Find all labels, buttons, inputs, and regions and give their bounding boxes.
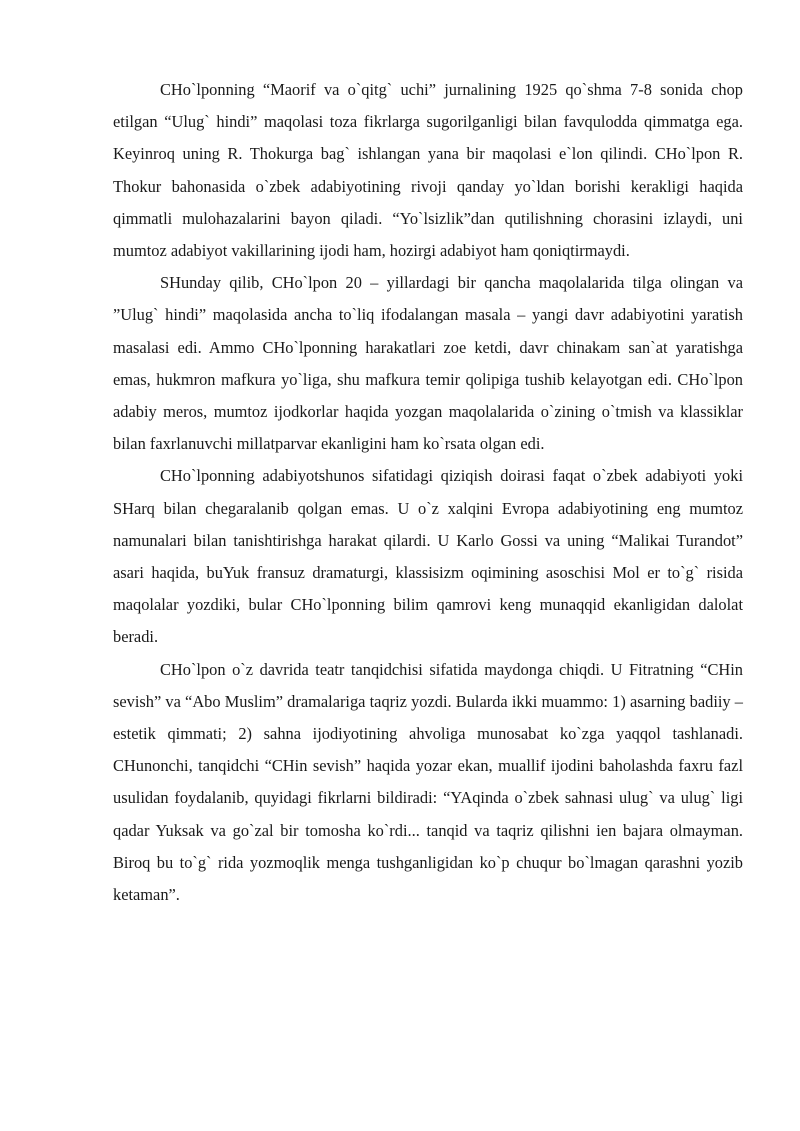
paragraph-3: CHo`lponning adabiyotshunos sifatidagi qiziqish doirasi faqat o`zbek adabiyoti yoki SHarq bilan chegaralanib qolgan emas. U o`z xalqini Evropa adabiyotining eng mumtoz namunalari bilan tanishtirishga harakat qilardi. U Karlo Gossi va uning “Malikai Turandot” asari haqida, buYuk fransuz dramaturgi, klassisizm oqimining asoschisi Mol er to`g` risida maqolalar yozdiki, bular CHo`lponning bilim qamrovi keng munaqqid ekanligidan dalolat beradi. (113, 466, 743, 647)
paragraph-1: CHo`lponning “Maorif va o`qitg` uchi” jurnalining 1925 qo`shma 7-8 sonida chop etilgan “Ulug` hindi” maqolasi toza fikrlarga sugorilganligi bilan favqulodda qimmatga ega. Keyinroq uning R. Thokurga bag` ishlangan yana bir maqolasi e`lon qilindi. CHo`lpon R. Thokur bahonasida o`zbek adabiyotining rivoji qanday yo`ldan borishi kerakligi haqida qimmatli mulohazalarini bayon qiladi. “Yo`lsizlik”dan qutilishning chorasini izlaydi, uni mumtoz adabiyot vakillarining ijodi ham, hozirgi adabiyot ham qoniqtirmaydi. (113, 80, 743, 261)
paragraph-4: CHo`lpon o`z davrida teatr tanqidchisi sifatida maydonga chiqdi. U Fitratning “CHin sevish” va “Abo Muslim” dramalariga taqriz yozdi. Bularda ikki muammo: 1) asarning badiiy – estetik qimmati; 2) sahna ijodiyotining ahvoliga munosabat ko`zga yaqqol tashlanadi. CHunonchi, tanqidchi “CHin sevish” haqida yozar ekan, muallif ijodini baholashda faxru fazl usulidan foydalanib, quyidagi fikrlarni bildiradi: “YAqinda o`zbek sahnasi ulug` va ulug` ligi qadar Yuksak va go`zal bir tomosha ko`rdi... tanqid va taqriz qilishni ien bajara olmayman. Biroq bu to`g` rida yozmoqlik menga tushganligidan ko`p chuqur bo`lmagan qarashni yozib ketaman”. (113, 659, 743, 905)
document-page (113, 74, 743, 911)
paragraph-2: SHunday qilib, CHo`lpon 20 – yillardagi bir qancha maqolalarida tilga olingan va ”Ulug` hindi” maqolasida ancha to`liq ifodalangan masala – yangi davr adabiyotini yaratish masalasi edi. Ammo CHo`lponning harakatlari zoe ketdi, davr chinakam san`at yaratishga emas, hukmron mafkura yo`liga, shu mafkura temir qolipiga tushib kelayotgan edi. CHo`lpon adabiy meros, mumtoz ijodkorlar haqida yozgan maqolalarida o`zining o`tmish va klassiklar bilan faxrlanuvchi millatparvar ekanligini ham ko`rsata olgan edi. (113, 273, 743, 454)
